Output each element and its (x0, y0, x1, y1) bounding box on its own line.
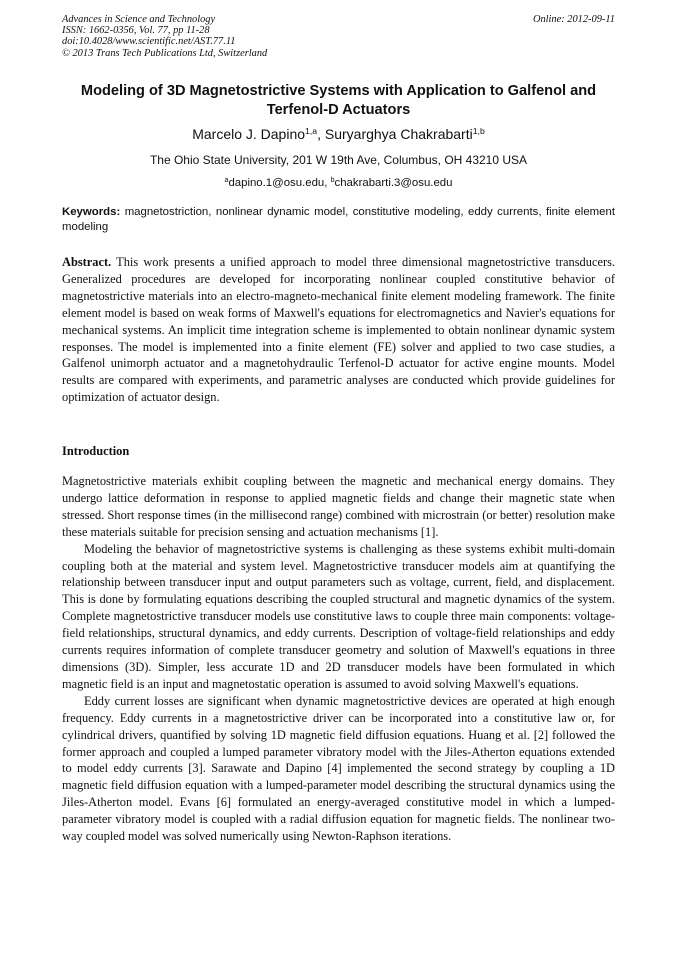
email-mark: a (224, 177, 229, 185)
author-name: Suryarghya Chakrabarti (324, 126, 473, 142)
copyright-line: © 2013 Trans Tech Publications Ltd, Switzerland (62, 47, 268, 59)
body-paragraph: Eddy current losses are significant when dynamic magnetostrictive devices are operated at high enough frequency. Eddy currents in a magnetostrictive driver can be incorporated into a constitutive law or, for cylindrical drivers, quantified by solving 1D magnetic field diffusion equations. Huang et al. [2] followed the former approach and coupled a lumped parameter vibratory model with the Jiles-Atherton equations extended to model eddy currents [3]. Sarawate and Dapino [4] implemented the second strategy by coupling a 1D magnetic field diffusion equation with a lumped-parameter model describing the structural dynamics using the Jiles-Atherton model. Evans [6] formulated an energy-averaged constitutive model in which a lumped-parameter vibratory model is coupled with a radial diffusion equation for magnetic fields. The nonlinear two-way coupled model was solved numerically using Newton-Raphson iterations. (62, 693, 615, 844)
author-line (62, 125, 615, 143)
email-line (62, 176, 615, 190)
journal-header (62, 14, 615, 59)
doi-line: doi:10.4028/www.scientific.net/AST.77.11 (62, 36, 236, 48)
email-link[interactable]: chakrabarti.3@osu.edu (334, 177, 453, 189)
author-name: Marcelo J. Dapino (192, 126, 306, 142)
section-heading: Introduction (62, 444, 130, 458)
keywords-label: Keywords: (62, 206, 121, 218)
email-mark: b (330, 177, 335, 185)
online-date: Online: 2012-09-11 (532, 14, 615, 25)
abstract-text: This work presents a unified approach to model three dimensional magnetostrictive transducers. Generalized procedures are developed for incorporating nonlinear coupled constitutive behavior of magnetostrictive materials into an electro-magneto-mechanical finite element modeling framework. The finite element model is based on weak forms of Maxwell's equations for electromagnetics and Navier's equations for mechanical systems. An implicit time integration scheme is implemented to obtain nonlinear dynamic system responses. The model is implemented into a finite element (FE) solver and applied to two case studies, a Galfenol unimorph actuator and a magnetohydraulic Terfenol-D actuator for active engine mounts. Model results are compared with experiments, and parametric analyses are conducted which provide guidelines for optimization of actuator design. (62, 255, 615, 405)
body-paragraph: Modeling the behavior of magnetostrictive systems is challenging as these systems exhibit multi-domain coupling both at the material and system level. Magnetostrictive transducer models aim at quantifying the relationship between transducer input and output parameters such as voltage, current, field, and displacement. This is done by formulating equations describing the coupled structural and magnetic dynamics of the system. Complete magnetostrictive transducer models use constitutive laws to couple three main components: voltage-field relationships, structural dynamics, and eddy currents. Description of voltage-field relationships and eddy currents requires information of complete transducer geometry and solution of Maxwell's equations in three dimensions (3D). Simpler, less accurate 1D and 2D transducer models have been formulated in which magnetic field is an input and magnetostatic operation is assumed to avoid solving Maxwell's equations. (62, 541, 615, 691)
keywords-text: magnetostriction, nonlinear dynamic model, constitutive modeling, eddy currents, finite element modeling (62, 206, 615, 234)
body-paragraph: Magnetostrictive materials exhibit coupling between the magnetic and mechanical energy domains. They undergo lattice deformation in response to applied magnetic fields and change their magnetic state when stressed. Short response times (in the millisecond range) combined with microstrain (or better) resolution make these materials suitable for precision sensing and actuation mechanisms [1]. (62, 474, 615, 539)
author-affiliation-mark: 1,b (472, 126, 485, 137)
author-separator: , (317, 126, 325, 142)
introduction-body (62, 473, 615, 845)
paper-title: Modeling of 3D Magnetostrictive Systems with Application to Galfenol and Terfenol-D Actuators (80, 83, 597, 118)
affiliation: The Ohio State University, 201 W 19th Ave, Columbus, OH 43210 USA (149, 153, 528, 167)
journal-name: Advances in Science and Technology (62, 14, 216, 25)
email-link[interactable]: dapino.1@osu.edu (228, 177, 325, 189)
abstract-label: Abstract. (62, 255, 112, 269)
email-separator: , (324, 177, 331, 189)
keywords (62, 205, 615, 235)
abstract (62, 254, 615, 406)
author-affiliation-mark: 1,a (305, 126, 318, 137)
issn-line: ISSN: 1662-0356, Vol. 77, pp 11-28 (62, 25, 210, 37)
